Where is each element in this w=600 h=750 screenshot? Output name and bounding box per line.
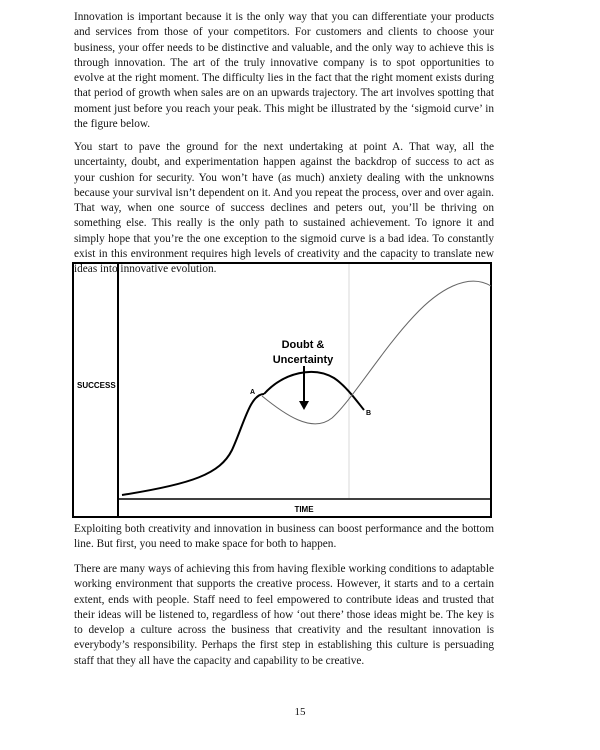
y-axis-label: SUCCESS: [77, 381, 116, 390]
figure-frame: [73, 263, 491, 517]
annotation-line-2: Uncertainty: [272, 354, 334, 366]
paragraph-intro: Innovation is important because it is the only way that you can differentiate your products and services from those of your competitors. For customers and clients to choose your business, your offer needs to be distinctive and valuable, and the only way to achieve this is through innovation. The art of the truly innovative company is to spot opportunities to evolve at the right moment. The difficulty lies in the fact that the right moment exists during that period of growth when sales are on an upwards trajectory. The art involves spotting that moment just before you reach your peak. This might be illustrated by the ‘sigmoid curve’ in the figure below.: [74, 11, 494, 131]
point-a-label: A: [250, 389, 256, 396]
page-number: 15: [294, 706, 306, 718]
second-sigmoid-curve: [262, 281, 491, 424]
first-sigmoid-curve: [122, 394, 264, 495]
paragraph-point-a: You start to pave the ground for the next undertaking at point A. That way, all the uncertainty, doubt, and experimentation happen against the backdrop of success to act as your cushion for security. You won’t have (as much) anxiety dealing with the unknowns because your survival isn’t dependent on it. And you repeat the process, over and over again. That way, when one source of success declines and peters out, you’ll be thriving on something else. This really is the only path to sustained achievement. To ignore it and simply hope that you’re the one exception to the sigmoid curve is a bad idea. To constantly exist in this environment requires high levels of creativity and the capacity to translate new ideas into innovative evolution.: [74, 141, 494, 276]
annotation-line-1: Doubt &: [281, 339, 325, 351]
sigmoid-curve-figure: [72, 262, 492, 518]
paragraph-culture: There are many ways of achieving this from having flexible working conditions to adaptable working environment that supports the creative process. However, it starts and to a certain extent, ends with people. Staff need to feel empowered to contribute ideas and trusted that their ideas will be listened to, regardless of how ‘out there’ those ideas might be. The key is to develop a culture across the business that creativity and the resultant innovation is everybody’s responsibility. Perhaps the first step in establishing this culture is persuading staff that they all have the capacity and capability to be creative.: [74, 563, 494, 667]
sigmoid-curve-diagram: [72, 262, 492, 518]
paragraph-exploiting: Exploiting both creativity and innovation in business can boost performance and the bottom line. But first, you need to make space for both to happen.: [74, 523, 494, 551]
point-b-label: B: [366, 410, 372, 417]
x-axis-label: TIME: [294, 505, 314, 514]
arrow-down-icon: [299, 401, 309, 410]
